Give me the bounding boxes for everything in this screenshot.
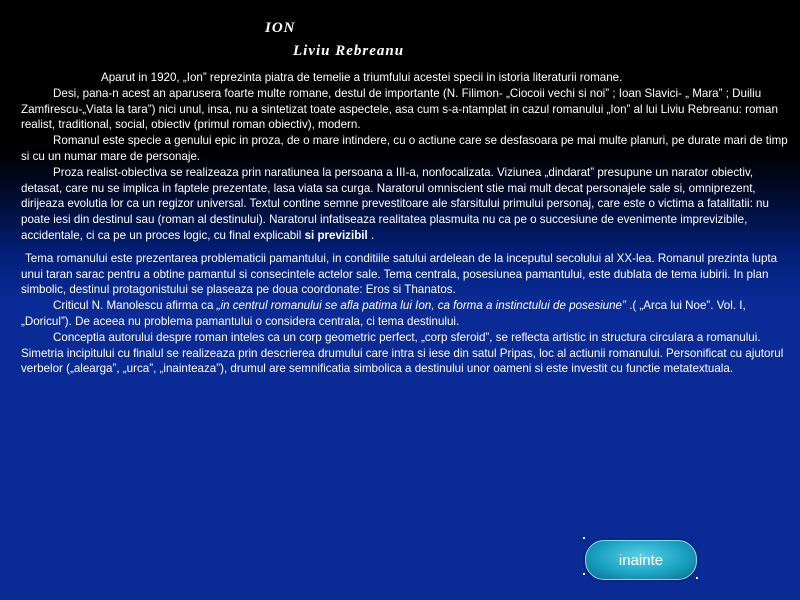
paragraph-context: Desi, pana-n acest an aparusera foarte multe romane, destul de importante (N. Filimon- „Ciocoii vechi si noi” ; Ioan Slavici- „ Mara” ; Duiliu Zamfirescu-„Viata la tara”) nici unul, insa, nu a sintetizat toate aspectele, asa cum s-a-ntamplat in cazul romanului „Ion” al lui Liviu Rebreanu: roman realist, traditional, social, obiectiv (primul roman obiectiv), modern. (21, 86, 778, 132)
paragraph-narration (21, 165, 793, 244)
slide-title: ION (265, 20, 296, 36)
decorative-dot (583, 537, 585, 539)
paragraph-narration-text: Proza realist-obiectiva se realizeaza prin naratiunea la persoana a III-a, nonfocalizata. Viziunea „dindarat” presupune un narator obiectiv, detasat, care nu se implica in faptele prezentate, lasa viata sa curga. Naratorul omniscient stie mai mult decat personajele sale si, omniprezent, dirijeaza evolutia lor ca un regizor universal. Textul contine semne prevestitoare ale sfarsitului primului personaj, care este o victima a fatalitatii: nu poate iesi din destinul sau (roman al destinului). Naratorul infatiseaza realitatea plasmuita nu ca pe o succesiune de evenimente imprevizibile, accidentale, ci ca pe un proces logic, cu final explicabil (21, 165, 769, 242)
paragraph-structure: Conceptia autorului despre roman inteles ca un corp geometric perfect, „corp sferoid”, se reflecta artistic in structura circulara a romanului. Simetria incipitului cu finalul se realizeaza prin descrierea drumului care intra si iese din satul Pripas, loc al actiunii romanului. Personificat cu ajutorul verbelor („alearga”, „urca”, „inainteaza”), drumul are semnificatia simbolica a destinului unor oameni si este investit cu functie metatextuala. (21, 330, 784, 376)
slide-author: Liviu Rebreanu (293, 43, 405, 59)
paragraph-definition: Romanul este specie a genului epic in proza, de o mare intindere, cu o actiune care se desfasoara pe mai multe planuri, pe durate mari de timp si cu un numar mare de personaje. (21, 134, 788, 163)
paragraph-critic-post: .( „Arca lui Noe”. Vol. I, „Doricul”). De aceea nu problema pamantului o considera centrala, ci tema destinului. (21, 299, 746, 328)
slide-body (21, 70, 793, 377)
paragraph-critic-quote: „in centrul romanului se afla patima lui Ion, ca forma a instinctului de posesiune” (216, 299, 626, 313)
next-button-label: inainte (618, 551, 664, 569)
paragraph-critic-pre: Criticul N. Manolescu afirma ca (53, 299, 217, 313)
paragraph-theme: Tema romanului este prezentarea problematicii pamantului, in conditiile satului ardelean de la inceputul secolului al XX-lea. Romanul prezinta lupta unui taran sarac pentru a obtine pamantul si consecintele actelor sale. Tema centrala, posesiunea pamantului, este dublata de tema iubirii. In plan simbolic, destinul protagonistului se plaseaza pe doua coordonate: Eros si Thanatos. (21, 251, 778, 297)
paragraph-narration-bold: si previzibil (304, 228, 368, 242)
paragraph-intro: Aparut in 1920, „Ion” reprezinta piatra de temelie a triumfului acestei specii in istoria literaturii romane. (101, 71, 623, 84)
next-button[interactable] (585, 540, 697, 580)
paragraph-critic (21, 298, 793, 330)
paragraph-narration-end: . (370, 228, 375, 242)
decorative-dot (696, 577, 698, 579)
decorative-dot (583, 573, 585, 575)
